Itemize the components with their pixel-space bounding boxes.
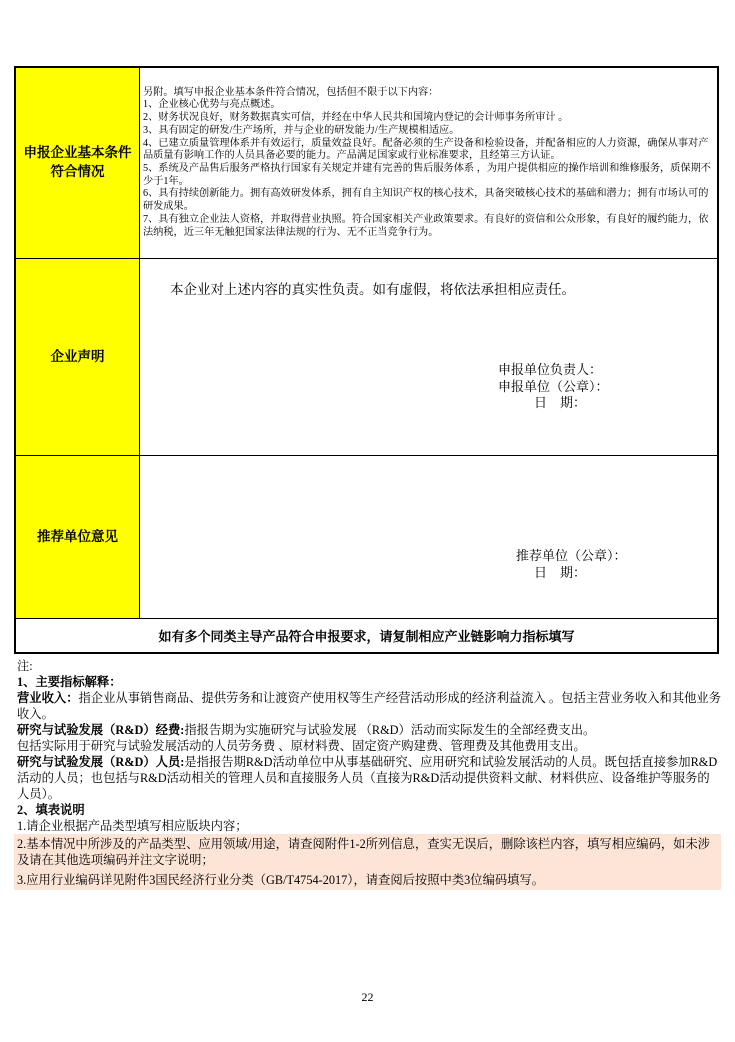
applicant-date-line: 日 期： xyxy=(534,395,587,410)
notes-section2-title: 2、填表说明 xyxy=(17,803,85,817)
condition-item-4: 4、已建立质量管理体系并有效运行，质量效益良好。配备必须的生产设备和检验设备，并配备相应的人力资源，确保从事对产品质量有影响工作的人员具备必要的能力。产品满足国家或行业标准要求，且经第三方认证。 xyxy=(143,137,709,162)
filling-instruction-2-highlighted: 2.基本情况中所涉及的产品类型、应用领域/用途，请查阅附件1-2所列信息，查实无误后，删除该栏内容，填写相应编码，如未涉及请在其他选项编码并注文字说明； xyxy=(14,834,721,870)
recommender-date-line: 日 期： xyxy=(534,564,587,580)
condition-item-3: 3、具有固定的研发/生产场所，并与企业的研发能力/生产规模相适应。 xyxy=(143,124,460,136)
applicant-responsible-person-line: 申报单位负责人： xyxy=(498,362,603,377)
applicant-signature-block xyxy=(498,362,609,412)
definition-rd-expenditure xyxy=(14,722,721,738)
definition-rd-personnel xyxy=(14,754,721,802)
recommender-unit-seal-line: 推荐单位（公章）： xyxy=(516,548,627,563)
definition-term: 研究与试验发展（R&D）经费: xyxy=(17,723,185,737)
row-label-line2: 符合情况 xyxy=(50,164,105,179)
table-row-enterprise-statement xyxy=(16,258,717,455)
filling-instruction-1: 1.请企业根据产品类型填写相应版块内容； xyxy=(17,819,248,833)
definition-text: 指报告期为实施研究与试验发展 （R&D）活动而实际发生的全部经费支出。 xyxy=(184,723,596,737)
condition-item-1: 1、企业核心优势与亮点概述。 xyxy=(143,99,281,111)
definition-term: 营业收入： xyxy=(17,691,79,705)
cell-basic-conditions-content xyxy=(140,68,717,258)
notes-section1-title: 1、主要指标解释： xyxy=(17,675,122,689)
row-label-text: 企业声明 xyxy=(50,348,105,364)
table-row-recommendation-opinion xyxy=(16,455,717,618)
condition-item-2: 2、财务状况良好，财务数据真实可信，并经在中华人民共和国境内登记的会计师事务所审计 。 xyxy=(143,112,569,124)
row-label-basic-conditions xyxy=(16,68,140,258)
row-label-recommendation-opinion xyxy=(16,456,140,618)
notes-label: 注: xyxy=(17,659,33,673)
table-row-basic-conditions xyxy=(16,68,717,258)
applicant-unit-seal-line: 申报单位（公章）： xyxy=(498,378,609,394)
notes-section xyxy=(14,658,721,890)
definition-text: 是指报告期R&D活动单位中从事基础研究、应用研究和试验发展活动的人员。既包括直接参加R&D活动的人员；也包括与R&D活动相关的管理人员和直接服务人员（直接为R&D活动提供资料文献、材料供应、设备维护等服务的人员）。 xyxy=(17,755,718,801)
table-row-footer-instruction xyxy=(16,618,717,652)
recommender-signature-block xyxy=(516,548,627,581)
conditions-intro: 另附。填写申报企业基本条件符合情况，包括但不限于以下内容： xyxy=(143,86,439,98)
footer-instruction-text: 如有多个同类主导产品符合申报要求，请复制相应产业链影响力指标填写 xyxy=(158,629,575,644)
condition-item-5: 5、系统及产品售后服务严格执行国家有关规定并建有完善的售后服务体系 ，为用户提供相应的操作培训和维修服务，质保期不少于1年。 xyxy=(143,163,711,187)
filling-instruction-3-highlighted: 3.应用行业编码详见附件3国民经济行业分类（GB/T4754-2017），请查阅后按照中类3位编码填写。 xyxy=(14,870,721,890)
definition-term: 研究与试验发展（R&D）人员: xyxy=(17,755,185,769)
cell-recommendation-opinion-content xyxy=(140,456,717,618)
definition-operating-revenue xyxy=(14,690,721,722)
row-label-text: 推荐单位意见 xyxy=(37,528,118,544)
conditions-list xyxy=(140,68,717,258)
condition-item-7: 7、具有独立企业法人资格，并取得营业执照。符合国家相关产业政策要求。有良好的资信和公众形象，有良好的履约能力，依法纳税，近三年无触犯国家法律法规的行为、无不正当竞争行为。 xyxy=(143,213,709,238)
declaration-text: 本企业对上述内容的真实性负责。如有虚假，将依法承担相应责任。 xyxy=(170,282,575,297)
definition-text: 指企业从事销售商品、提供劳务和让渡资产使用权等生产经营活动形成的经济利益流入 。包括主营业务收入和其他业务收入。 xyxy=(17,691,722,721)
row-label-enterprise-statement xyxy=(16,259,140,455)
cell-enterprise-statement-content xyxy=(140,259,717,455)
application-conditions-table xyxy=(14,66,719,654)
page-number: 22 xyxy=(361,990,374,1004)
row-label-line1: 申报企业基本条件 xyxy=(23,145,132,161)
condition-item-6: 6、具有持续创新能力。拥有高效研发体系，拥有自主知识产权的核心技术，具备突破核心技术的基础和潜力；拥有市场认可的研发成果。 xyxy=(143,188,709,213)
definition-rd-expenditure-continued: 包括实际用于研究与试验发展活动的人员劳务费 、原材料费、固定资产购建费、管理费及其他费用支出。 xyxy=(17,739,586,753)
